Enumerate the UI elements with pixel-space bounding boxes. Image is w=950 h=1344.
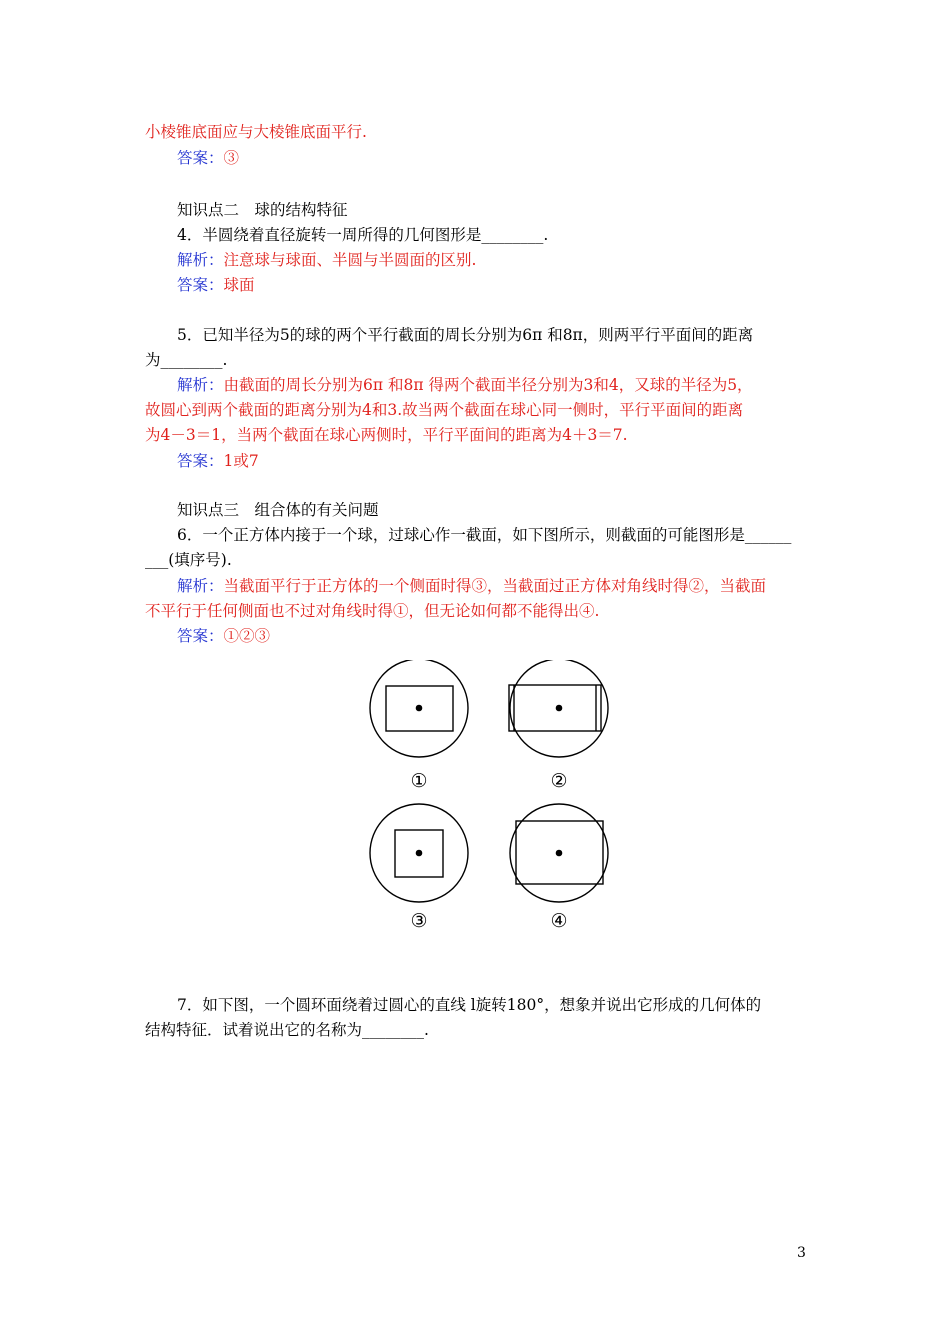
section-heading-2: 知识点二 球的结构特征	[177, 201, 348, 219]
answer-value: ①②③	[223, 627, 271, 645]
answer-label: 答案：	[177, 627, 224, 645]
answer-label: 答案：	[177, 452, 224, 470]
figure-label-3: ③	[410, 910, 428, 932]
question-6-line1: 6．一个正方体内接于一个球，过球心作一截面，如下图所示，则截面的可能图形是______	[177, 526, 792, 544]
q5-analysis-line2: 故圆心到两个截面的距离分别为4和3.故当两个截面在球心同一侧时，平行平面间的距离	[145, 401, 744, 419]
q6-analysis-line2: 不平行于任何侧面也不过对角线时得①，但无论如何都不能得出④.	[145, 602, 600, 620]
q6-answer	[177, 626, 270, 646]
section-option-3	[370, 804, 468, 902]
analysis-label: 解析：	[177, 577, 224, 595]
q4-analysis	[177, 250, 476, 270]
answer-value: 1或7	[223, 452, 259, 470]
section-option-4	[510, 804, 608, 902]
q5-analysis-line1	[177, 375, 753, 395]
section-option-1	[370, 660, 468, 757]
figure-label-4: ④	[550, 910, 568, 932]
section-option-2	[509, 660, 608, 757]
question-6-line2: ___(填序号).	[145, 551, 232, 569]
figure-label-2: ②	[550, 770, 568, 792]
answer-value: 球面	[223, 276, 255, 294]
answer-label: 答案：	[177, 149, 224, 167]
q6-analysis-line1	[177, 576, 766, 596]
analysis-label: 解析：	[177, 376, 224, 394]
question-7-line1: 7．如下图，一个圆环面绕着过圆心的直线 l旋转180°，想象并说出它形成的几何体的	[177, 996, 762, 1014]
answer-line	[177, 148, 239, 168]
answer-value: ③	[223, 149, 240, 167]
figure-label-1: ①	[410, 770, 428, 792]
section-heading-3: 知识点三 组合体的有关问题	[177, 501, 379, 519]
page-number: 3	[797, 1245, 806, 1261]
question-5-line2: 为________.	[145, 351, 228, 369]
answer-label: 答案：	[177, 276, 224, 294]
answer-text-line: 小棱锥底面应与大棱锥底面平行.	[145, 123, 367, 141]
question-7-line2: 结构特征．试着说出它的名称为________.	[145, 1021, 429, 1039]
analysis-text: 注意球与球面、半圆与半圆面的区别.	[223, 251, 477, 269]
question-5-line1: 5．已知半径为5的球的两个平行截面的周长分别为6π 和8π，则两平行平面间的距离	[177, 326, 754, 344]
q5-analysis-line3: 为4－3＝1，当两个截面在球心两侧时，平行平面间的距离为4＋3＝7.	[145, 426, 628, 444]
q4-answer	[177, 275, 255, 295]
analysis-text: 由截面的周长分别为6π 和8π 得两个截面半径分别为3和4，又球的半径为5，	[223, 376, 753, 394]
cross-section-figure	[360, 660, 620, 935]
analysis-label: 解析：	[177, 251, 224, 269]
question-4: 4．半圆绕着直径旋转一周所得的几何图形是________.	[177, 226, 549, 244]
analysis-text: 当截面平行于正方体的一个侧面时得③，当截面过正方体对角线时得②，当截面	[223, 577, 767, 595]
q5-answer	[177, 451, 259, 471]
